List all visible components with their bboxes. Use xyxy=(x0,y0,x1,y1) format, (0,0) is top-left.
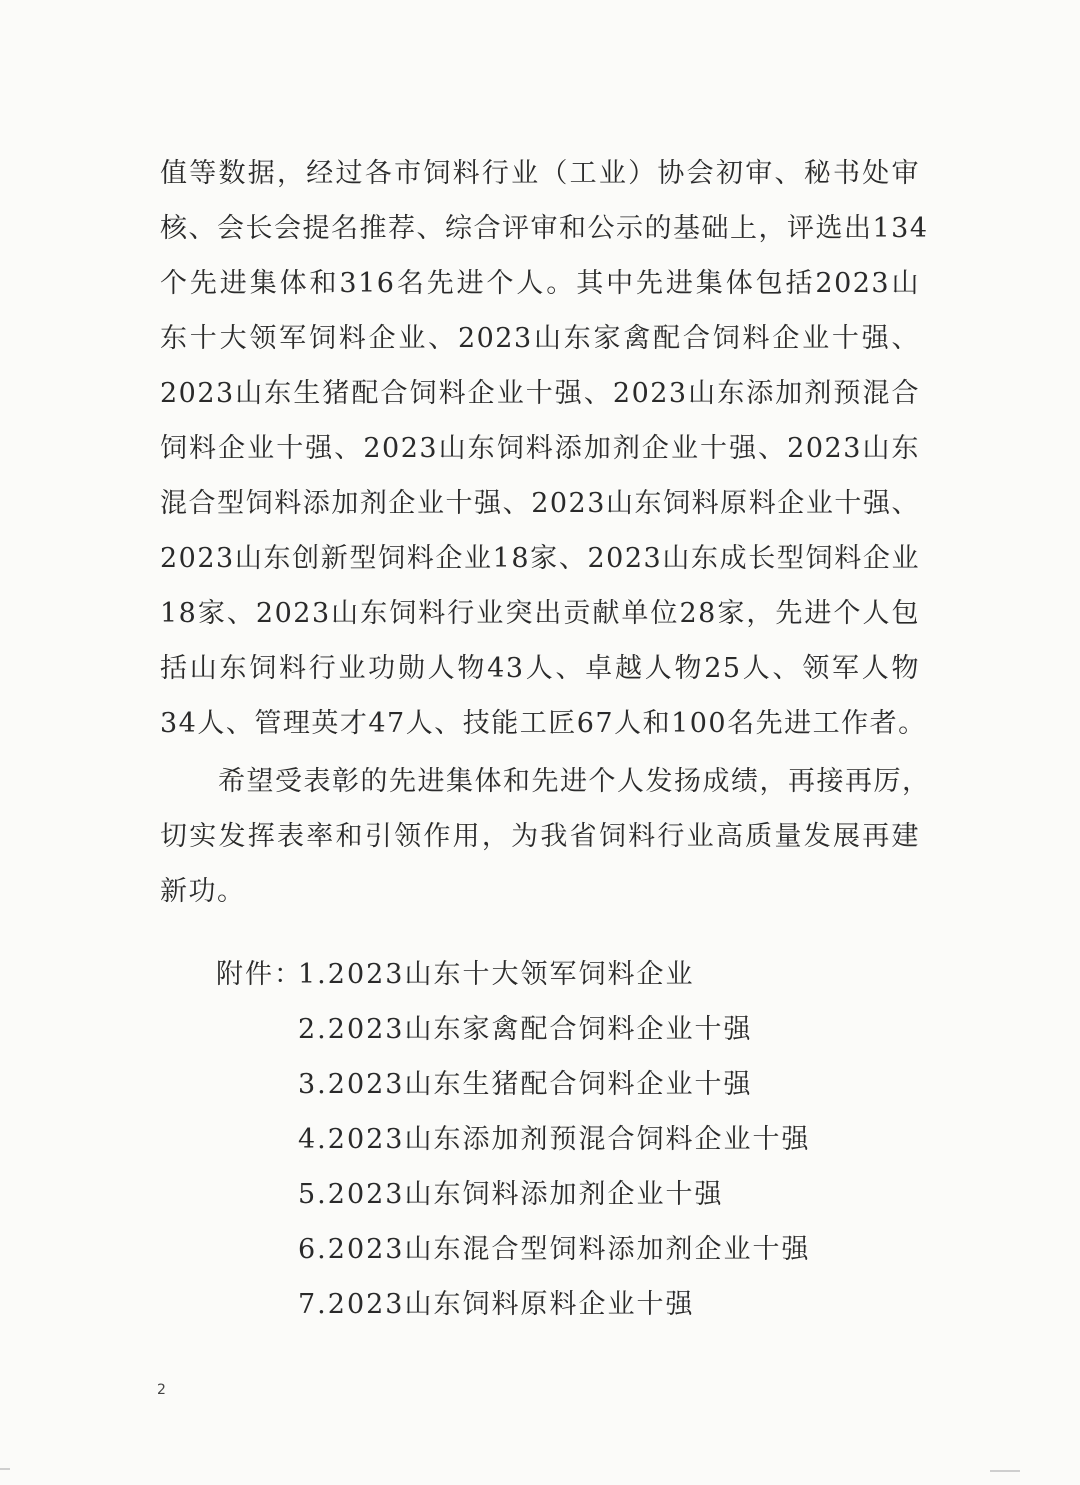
page-number: 2 xyxy=(157,1382,166,1398)
body-line-6: 饲料企业十强、2023山东饲料添加剂企业十强、2023山东 xyxy=(160,433,920,464)
body-line-4: 东十大领军饲料企业、2023山东家禽配合饲料企业十强、 xyxy=(160,323,920,354)
body-line-1: 值等数据，经过各市饲料行业（工业）协会初审、秘书处审 xyxy=(160,158,920,189)
scan-artifact-left xyxy=(0,1468,10,1470)
attachment-item-2: 2.2023山东家禽配合饲料企业十强 xyxy=(298,1014,753,1045)
attachment-item-6: 6.2023山东混合型饲料添加剂企业十强 xyxy=(298,1234,811,1265)
body-line-3: 个先进集体和316名先进个人。其中先进集体包括2023山 xyxy=(160,268,920,299)
body-line-9: 18家、2023山东饲料行业突出贡献单位28家，先进个人包 xyxy=(160,598,920,629)
attachment-item-4: 4.2023山东添加剂预混合饲料企业十强 xyxy=(298,1124,811,1155)
body-line-12: 希望受表彰的先进集体和先进个人发扬成绩，再接再厉， xyxy=(218,766,931,797)
attachment-item-1: 1.2023山东十大领军饲料企业 xyxy=(298,959,695,990)
scan-artifact-right xyxy=(990,1470,1020,1472)
attachment-item-5: 5.2023山东饲料添加剂企业十强 xyxy=(298,1179,724,1210)
body-line-11: 34人、管理英才47人、技能工匠67人和100名先进工作者。 xyxy=(160,708,927,739)
attachment-item-3: 3.2023山东生猪配合饲料企业十强 xyxy=(298,1069,753,1100)
body-line-7: 混合型饲料添加剂企业十强、2023山东饲料原料企业十强、 xyxy=(160,488,920,519)
body-line-10: 括山东饲料行业功勋人物43人、卓越人物25人、领军人物 xyxy=(160,653,920,684)
body-line-14: 新功。 xyxy=(160,876,246,907)
attachment-item-7: 7.2023山东饲料原料企业十强 xyxy=(298,1289,695,1320)
body-line-5: 2023山东生猪配合饲料企业十强、2023山东添加剂预混合 xyxy=(160,378,920,409)
attachments-label: 附件： xyxy=(216,959,303,990)
body-line-8: 2023山东创新型饲料企业18家、2023山东成长型饲料企业 xyxy=(160,543,920,574)
body-line-13: 切实发挥表率和引领作用，为我省饲料行业高质量发展再建 xyxy=(160,821,920,852)
body-line-2: 核、会长会提名推荐、综合评审和公示的基础上，评选出134 xyxy=(160,213,929,244)
